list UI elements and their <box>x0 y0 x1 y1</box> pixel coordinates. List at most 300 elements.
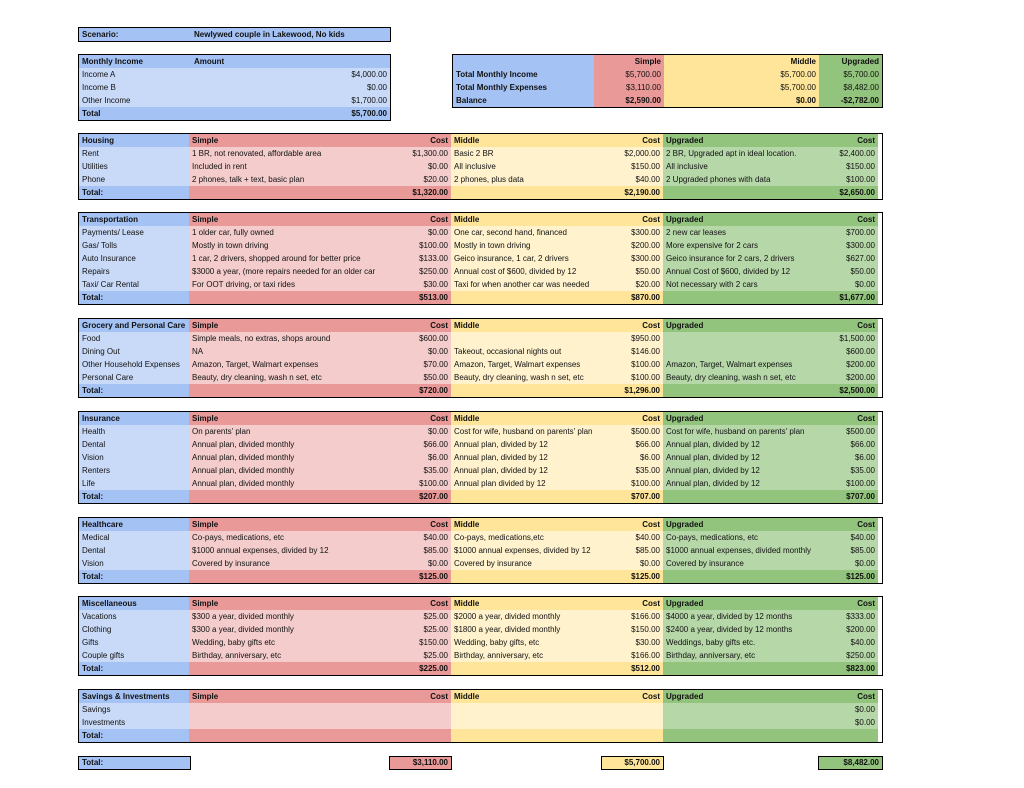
cell-upgraded-desc: Upgraded <box>663 134 813 147</box>
cell-middle-cost: $1,296.00 <box>601 384 663 397</box>
cell-middle-cost: $200.00 <box>601 239 663 252</box>
cell-middle-cost: $2,190.00 <box>601 186 663 199</box>
cell-middle-cost: $870.00 <box>601 291 663 304</box>
section-header-row <box>79 412 882 425</box>
cell-simple-cost: $35.00 <box>389 464 451 477</box>
cell-simple-cost: $720.00 <box>389 384 451 397</box>
table-row <box>79 332 882 345</box>
cell-upgraded-desc: 2 Upgraded phones with data <box>663 173 813 186</box>
cell-upgraded-desc <box>663 716 813 729</box>
cell-category: Gas/ Tolls <box>79 239 189 252</box>
cell-category: Healthcare <box>79 518 189 531</box>
cell-category: Dental <box>79 544 189 557</box>
cell-upgraded-desc: Annual plan, divided by 12 <box>663 438 813 451</box>
scenario-block <box>78 27 391 42</box>
cell-upgraded-desc: Annual Cost of $600, divided by 12 <box>663 265 813 278</box>
cell-simple-cost: $513.00 <box>389 291 451 304</box>
cell-simple-cost: $1,320.00 <box>389 186 451 199</box>
cell-category: Rent <box>79 147 189 160</box>
cell-upgraded-desc: Upgraded <box>663 412 813 425</box>
cell-middle-desc: Covered by insurance <box>451 557 601 570</box>
table-row <box>79 239 882 252</box>
grand-total-upgraded-box <box>818 756 883 770</box>
cell-category: Vacations <box>79 610 189 623</box>
cell-category: Utilities <box>79 160 189 173</box>
cell-simple-cost: Cost <box>389 213 451 226</box>
cell-upgraded-cost: $600.00 <box>813 345 878 358</box>
cell-category: Renters <box>79 464 189 477</box>
cell-category: Total: <box>79 662 189 675</box>
cell-category: Vision <box>79 557 189 570</box>
cell-simple-cost: $207.00 <box>389 490 451 503</box>
cell-middle-cost: Cost <box>601 690 663 703</box>
scenario-label: Scenario: <box>79 28 191 41</box>
cell-middle-desc: Middle <box>451 412 601 425</box>
cell-upgraded-cost: Cost <box>813 412 878 425</box>
cell-category: Gifts <box>79 636 189 649</box>
cell-simple-cost: $125.00 <box>389 570 451 583</box>
cell-simple-desc: Annual plan, divided monthly <box>189 451 389 464</box>
cell-middle-desc <box>451 384 601 397</box>
cell-simple-cost: $100.00 <box>389 477 451 490</box>
cell-middle-cost: $40.00 <box>601 173 663 186</box>
cell-category: Clothing <box>79 623 189 636</box>
cell-simple-desc: Beauty, dry cleaning, wash n set, etc <box>189 371 389 384</box>
cell-category: Food <box>79 332 189 345</box>
section-table <box>78 318 883 398</box>
summary-row-label: Total Monthly Expenses <box>453 81 594 94</box>
cell-upgraded-cost: Cost <box>813 319 878 332</box>
cell-upgraded-cost: Cost <box>813 213 878 226</box>
cell-simple-cost: $25.00 <box>389 623 451 636</box>
cell-category: Dining Out <box>79 345 189 358</box>
cell-middle-cost: $66.00 <box>601 438 663 451</box>
income-row-label: Income A <box>79 68 191 81</box>
summary-middle-value: $5,700.00 <box>664 68 819 81</box>
table-row <box>79 147 882 160</box>
cell-category: Total: <box>79 729 189 742</box>
cell-simple-desc: Simple <box>189 597 389 610</box>
income-row-label: Income B <box>79 81 191 94</box>
cell-simple-cost: $25.00 <box>389 649 451 662</box>
table-row <box>79 226 882 239</box>
cell-simple-desc <box>189 570 389 583</box>
cell-upgraded-desc: Upgraded <box>663 319 813 332</box>
cell-simple-cost: $225.00 <box>389 662 451 675</box>
cell-upgraded-desc <box>663 729 813 742</box>
cell-upgraded-cost: $700.00 <box>813 226 878 239</box>
table-row <box>79 610 882 623</box>
section-table <box>78 517 883 584</box>
summary-upgraded-value: $5,700.00 <box>819 68 882 81</box>
grand-total-upgraded: $8,482.00 <box>843 758 879 767</box>
cell-simple-cost: $0.00 <box>389 160 451 173</box>
table-row <box>79 451 882 464</box>
cell-middle-cost: $100.00 <box>601 371 663 384</box>
cell-middle-cost: $512.00 <box>601 662 663 675</box>
cell-middle-desc: Middle <box>451 690 601 703</box>
cell-middle-desc <box>451 729 601 742</box>
income-header-amount: Amount <box>191 55 390 68</box>
table-row <box>79 716 882 729</box>
cell-simple-desc: 2 phones, talk + text, basic plan <box>189 173 389 186</box>
cell-category: Taxi/ Car Rental <box>79 278 189 291</box>
cell-simple-cost: $20.00 <box>389 173 451 186</box>
cell-middle-desc: One car, second hand, financed <box>451 226 601 239</box>
cell-simple-desc: Included in rent <box>189 160 389 173</box>
table-row <box>79 623 882 636</box>
table-row <box>79 278 882 291</box>
cell-middle-cost: Cost <box>601 213 663 226</box>
table-row <box>79 160 882 173</box>
cell-upgraded-desc <box>663 570 813 583</box>
cell-upgraded-desc <box>663 703 813 716</box>
summary-header-blank <box>453 55 594 68</box>
table-row <box>79 557 882 570</box>
cell-middle-desc: Middle <box>451 597 601 610</box>
cell-middle-desc: Annual plan, divided by 12 <box>451 438 601 451</box>
cell-middle-cost: $100.00 <box>601 358 663 371</box>
cell-middle-desc: $2000 a year, divided monthly <box>451 610 601 623</box>
cell-upgraded-cost: $50.00 <box>813 265 878 278</box>
cell-simple-desc: $3000 a year, (more repairs needed for an older car <box>189 265 389 278</box>
section-table <box>78 133 883 200</box>
section-total-row <box>79 490 882 503</box>
income-row-amount: $4,000.00 <box>191 68 390 81</box>
table-row <box>79 464 882 477</box>
cell-middle-cost: $300.00 <box>601 226 663 239</box>
cell-middle-desc: Amazon, Target, Walmart expenses <box>451 358 601 371</box>
cell-upgraded-cost: $200.00 <box>813 358 878 371</box>
cell-simple-desc: Simple <box>189 412 389 425</box>
summary-row-label: Balance <box>453 94 594 107</box>
cell-category: Insurance <box>79 412 189 425</box>
cell-middle-cost: $166.00 <box>601 610 663 623</box>
cell-middle-desc <box>451 570 601 583</box>
cell-middle-cost: $100.00 <box>601 477 663 490</box>
cell-middle-cost: $35.00 <box>601 464 663 477</box>
cell-upgraded-desc: Upgraded <box>663 597 813 610</box>
cell-upgraded-cost: Cost <box>813 597 878 610</box>
cell-category: Medical <box>79 531 189 544</box>
cell-simple-desc: For OOT driving, or taxi rides <box>189 278 389 291</box>
cell-upgraded-cost: $500.00 <box>813 425 878 438</box>
cell-middle-cost: Cost <box>601 134 663 147</box>
cell-middle-cost: $6.00 <box>601 451 663 464</box>
cell-simple-desc <box>189 186 389 199</box>
cell-simple-desc: On parents' plan <box>189 425 389 438</box>
cell-category: Total: <box>79 384 189 397</box>
summary-upgraded-value: $8,482.00 <box>819 81 882 94</box>
cell-simple-desc <box>189 291 389 304</box>
cell-middle-cost: Cost <box>601 319 663 332</box>
cell-simple-cost: $133.00 <box>389 252 451 265</box>
cell-middle-desc <box>451 291 601 304</box>
summary-header-middle: Middle <box>664 55 819 68</box>
cell-category: Other Household Expenses <box>79 358 189 371</box>
cell-upgraded-desc: Amazon, Target, Walmart expenses <box>663 358 813 371</box>
cell-simple-desc: $300 a year, divided monthly <box>189 623 389 636</box>
cell-simple-cost: $6.00 <box>389 451 451 464</box>
table-row <box>79 371 882 384</box>
summary-simple-value: $5,700.00 <box>594 68 664 81</box>
cell-simple-desc <box>189 384 389 397</box>
cell-simple-desc: 1 older car, fully owned <box>189 226 389 239</box>
cell-simple-desc: 1 BR, not renovated, affordable area <box>189 147 389 160</box>
cell-middle-cost: $500.00 <box>601 425 663 438</box>
cell-upgraded-cost: $200.00 <box>813 371 878 384</box>
cell-middle-cost: $150.00 <box>601 623 663 636</box>
cell-simple-cost <box>389 703 451 716</box>
cell-category: Dental <box>79 438 189 451</box>
cell-category: Total: <box>79 490 189 503</box>
section-header-row <box>79 213 882 226</box>
scenario-value: Newlywed couple in Lakewood, No kids <box>191 28 390 41</box>
cell-simple-desc: Covered by insurance <box>189 557 389 570</box>
summary-middle-value: $0.00 <box>664 94 819 107</box>
section-header-row <box>79 597 882 610</box>
cell-upgraded-cost: $35.00 <box>813 464 878 477</box>
cell-simple-cost: $30.00 <box>389 278 451 291</box>
cell-middle-desc: Middle <box>451 213 601 226</box>
cell-upgraded-desc: Upgraded <box>663 690 813 703</box>
cell-middle-desc: Basic 2 BR <box>451 147 601 160</box>
cell-middle-cost: $20.00 <box>601 278 663 291</box>
cell-simple-cost: Cost <box>389 518 451 531</box>
cell-upgraded-cost: $250.00 <box>813 649 878 662</box>
grand-total-label: Total: <box>82 758 104 767</box>
grand-total-label-box <box>78 756 191 770</box>
cell-middle-desc: Takeout, occasional nights out <box>451 345 601 358</box>
section-total-row <box>79 662 882 675</box>
cell-simple-cost: $100.00 <box>389 239 451 252</box>
cell-upgraded-desc: Co-pays, medications, etc <box>663 531 813 544</box>
cell-middle-desc: Annual plan divided by 12 <box>451 477 601 490</box>
cell-upgraded-cost: $100.00 <box>813 173 878 186</box>
cell-upgraded-desc: Upgraded <box>663 213 813 226</box>
cell-category: Phone <box>79 173 189 186</box>
cell-upgraded-desc <box>663 662 813 675</box>
cell-upgraded-desc <box>663 291 813 304</box>
cell-simple-desc: 1 car, 2 drivers, shopped around for better price <box>189 252 389 265</box>
cell-upgraded-desc <box>663 332 813 345</box>
cell-category: Transportation <box>79 213 189 226</box>
cell-upgraded-desc <box>663 186 813 199</box>
cell-upgraded-desc: Weddings, baby gifts etc. <box>663 636 813 649</box>
section-table <box>78 596 883 676</box>
income-header-label: Monthly Income <box>79 55 191 68</box>
income-row-label: Other Income <box>79 94 191 107</box>
cell-upgraded-cost: $125.00 <box>813 570 878 583</box>
table-row <box>79 358 882 371</box>
cell-category: Vision <box>79 451 189 464</box>
cell-upgraded-cost: Cost <box>813 134 878 147</box>
cell-upgraded-desc: More expensive for 2 cars <box>663 239 813 252</box>
cell-category: Savings & Investments <box>79 690 189 703</box>
cell-simple-cost: $150.00 <box>389 636 451 649</box>
section-header-row <box>79 690 882 703</box>
income-row-amount: $1,700.00 <box>191 94 390 107</box>
cell-middle-cost: Cost <box>601 597 663 610</box>
cell-upgraded-desc: Annual plan, divided by 12 <box>663 464 813 477</box>
cell-simple-desc <box>189 729 389 742</box>
cell-simple-cost: $0.00 <box>389 226 451 239</box>
cell-middle-desc: Annual cost of $600, divided by 12 <box>451 265 601 278</box>
cell-category: Couple gifts <box>79 649 189 662</box>
cell-upgraded-desc: 2 BR, Upgraded apt in ideal location. <box>663 147 813 160</box>
cell-category: Life <box>79 477 189 490</box>
cell-simple-desc: Simple <box>189 518 389 531</box>
cell-category: Grocery and Personal Care <box>79 319 189 332</box>
cell-simple-cost: $0.00 <box>389 557 451 570</box>
table-row <box>79 425 882 438</box>
cell-upgraded-cost: $300.00 <box>813 239 878 252</box>
section-total-row <box>79 570 882 583</box>
cell-simple-cost <box>389 729 451 742</box>
cell-upgraded-desc: Upgraded <box>663 518 813 531</box>
table-row <box>79 636 882 649</box>
table-row <box>79 173 882 186</box>
section-table <box>78 212 883 305</box>
cell-simple-desc: Birthday, anniversary, etc <box>189 649 389 662</box>
cell-upgraded-cost: $85.00 <box>813 544 878 557</box>
cell-middle-desc: Taxi for when another car was needed <box>451 278 601 291</box>
cell-middle-desc: $1000 annual expenses, divided by 12 <box>451 544 601 557</box>
cell-middle-desc: Annual plan, divided by 12 <box>451 451 601 464</box>
cell-simple-cost: Cost <box>389 597 451 610</box>
cell-middle-cost <box>601 703 663 716</box>
cell-upgraded-cost: Cost <box>813 690 878 703</box>
cell-upgraded-desc: Annual plan, divided by 12 <box>663 477 813 490</box>
cell-middle-cost: Cost <box>601 518 663 531</box>
cell-upgraded-desc: $4000 a year, divided by 12 months <box>663 610 813 623</box>
table-row <box>79 649 882 662</box>
cell-category: Total: <box>79 291 189 304</box>
cell-upgraded-cost: $0.00 <box>813 278 878 291</box>
cell-upgraded-desc: All inclusive <box>663 160 813 173</box>
income-table <box>78 54 391 121</box>
cell-simple-desc: Simple <box>189 319 389 332</box>
cell-simple-cost: Cost <box>389 319 451 332</box>
cell-simple-cost: $600.00 <box>389 332 451 345</box>
cell-simple-cost: $0.00 <box>389 425 451 438</box>
cell-middle-cost: $50.00 <box>601 265 663 278</box>
income-row-amount: $0.00 <box>191 81 390 94</box>
cell-middle-desc: 2 phones, plus data <box>451 173 601 186</box>
cell-simple-cost: $85.00 <box>389 544 451 557</box>
grand-total-simple: $3,110.00 <box>412 758 448 767</box>
table-row <box>79 265 882 278</box>
cell-upgraded-desc: Annual plan, divided by 12 <box>663 451 813 464</box>
cell-upgraded-cost: Cost <box>813 518 878 531</box>
cell-upgraded-cost: $333.00 <box>813 610 878 623</box>
cell-simple-desc: Co-pays, medications, etc <box>189 531 389 544</box>
cell-middle-desc: Geico insurance, 1 car, 2 drivers <box>451 252 601 265</box>
cell-upgraded-cost: $823.00 <box>813 662 878 675</box>
cell-simple-desc: Wedding, baby gifts etc <box>189 636 389 649</box>
cell-upgraded-cost: $40.00 <box>813 636 878 649</box>
section-table <box>78 689 883 743</box>
cell-middle-desc: Beauty, dry cleaning, wash n set, etc <box>451 371 601 384</box>
summary-row-label: Total Monthly Income <box>453 68 594 81</box>
cell-middle-desc: Birthday, anniversary, etc <box>451 649 601 662</box>
cell-upgraded-cost: $6.00 <box>813 451 878 464</box>
table-row <box>79 544 882 557</box>
section-total-row <box>79 186 882 199</box>
summary-upgraded-value: -$2,782.00 <box>819 94 882 107</box>
cell-simple-cost <box>389 716 451 729</box>
cell-middle-desc: Co-pays, medications,etc <box>451 531 601 544</box>
cell-middle-cost: Cost <box>601 412 663 425</box>
cell-upgraded-desc <box>663 345 813 358</box>
cell-simple-desc: Annual plan, divided monthly <box>189 464 389 477</box>
cell-middle-cost: $2,000.00 <box>601 147 663 160</box>
cell-simple-desc: Simple <box>189 134 389 147</box>
summary-table <box>452 54 883 108</box>
cell-simple-cost: $1,300.00 <box>389 147 451 160</box>
cell-upgraded-cost: $66.00 <box>813 438 878 451</box>
section-total-row <box>79 729 882 742</box>
cell-upgraded-desc: Covered by insurance <box>663 557 813 570</box>
summary-header-simple: Simple <box>594 55 664 68</box>
cell-middle-desc: Annual plan, divided by 12 <box>451 464 601 477</box>
table-row <box>79 252 882 265</box>
cell-category: Personal Care <box>79 371 189 384</box>
cell-simple-desc: $1000 annual expenses, divided by 12 <box>189 544 389 557</box>
cell-middle-desc: Wedding, baby gifts, etc <box>451 636 601 649</box>
cell-upgraded-desc: Birthday, anniversary, etc <box>663 649 813 662</box>
cell-upgraded-desc: $1000 annual expenses, divided monthly <box>663 544 813 557</box>
cell-middle-desc: Mostly in town driving <box>451 239 601 252</box>
table-row <box>79 477 882 490</box>
cell-upgraded-cost: $0.00 <box>813 557 878 570</box>
table-row <box>79 345 882 358</box>
cell-simple-desc: Amazon, Target, Walmart expenses <box>189 358 389 371</box>
cell-upgraded-cost: $0.00 <box>813 716 878 729</box>
cell-category: Savings <box>79 703 189 716</box>
section-total-row <box>79 384 882 397</box>
cell-middle-desc: Middle <box>451 319 601 332</box>
cell-category: Auto Insurance <box>79 252 189 265</box>
cell-upgraded-desc: Geico insurance for 2 cars, 2 drivers <box>663 252 813 265</box>
cell-middle-cost: $85.00 <box>601 544 663 557</box>
cell-middle-cost: $950.00 <box>601 332 663 345</box>
cell-simple-cost: $250.00 <box>389 265 451 278</box>
cell-simple-desc: Simple <box>189 690 389 703</box>
section-header-row <box>79 134 882 147</box>
cell-middle-cost: $300.00 <box>601 252 663 265</box>
cell-category: Housing <box>79 134 189 147</box>
cell-middle-desc <box>451 662 601 675</box>
cell-upgraded-desc <box>663 384 813 397</box>
cell-category: Health <box>79 425 189 438</box>
section-header-row <box>79 319 882 332</box>
cell-simple-cost: $66.00 <box>389 438 451 451</box>
cell-simple-cost: $70.00 <box>389 358 451 371</box>
summary-simple-value: $3,110.00 <box>594 81 664 94</box>
cell-simple-cost: Cost <box>389 134 451 147</box>
cell-middle-cost <box>601 716 663 729</box>
summary-middle-value: $5,700.00 <box>664 81 819 94</box>
section-header-row <box>79 518 882 531</box>
section-table <box>78 411 883 504</box>
cell-simple-cost: $25.00 <box>389 610 451 623</box>
grand-total-simple-box <box>389 756 452 770</box>
cell-middle-cost: $0.00 <box>601 557 663 570</box>
cell-upgraded-cost: $200.00 <box>813 623 878 636</box>
cell-upgraded-cost: $2,500.00 <box>813 384 878 397</box>
cell-simple-desc: Simple <box>189 213 389 226</box>
